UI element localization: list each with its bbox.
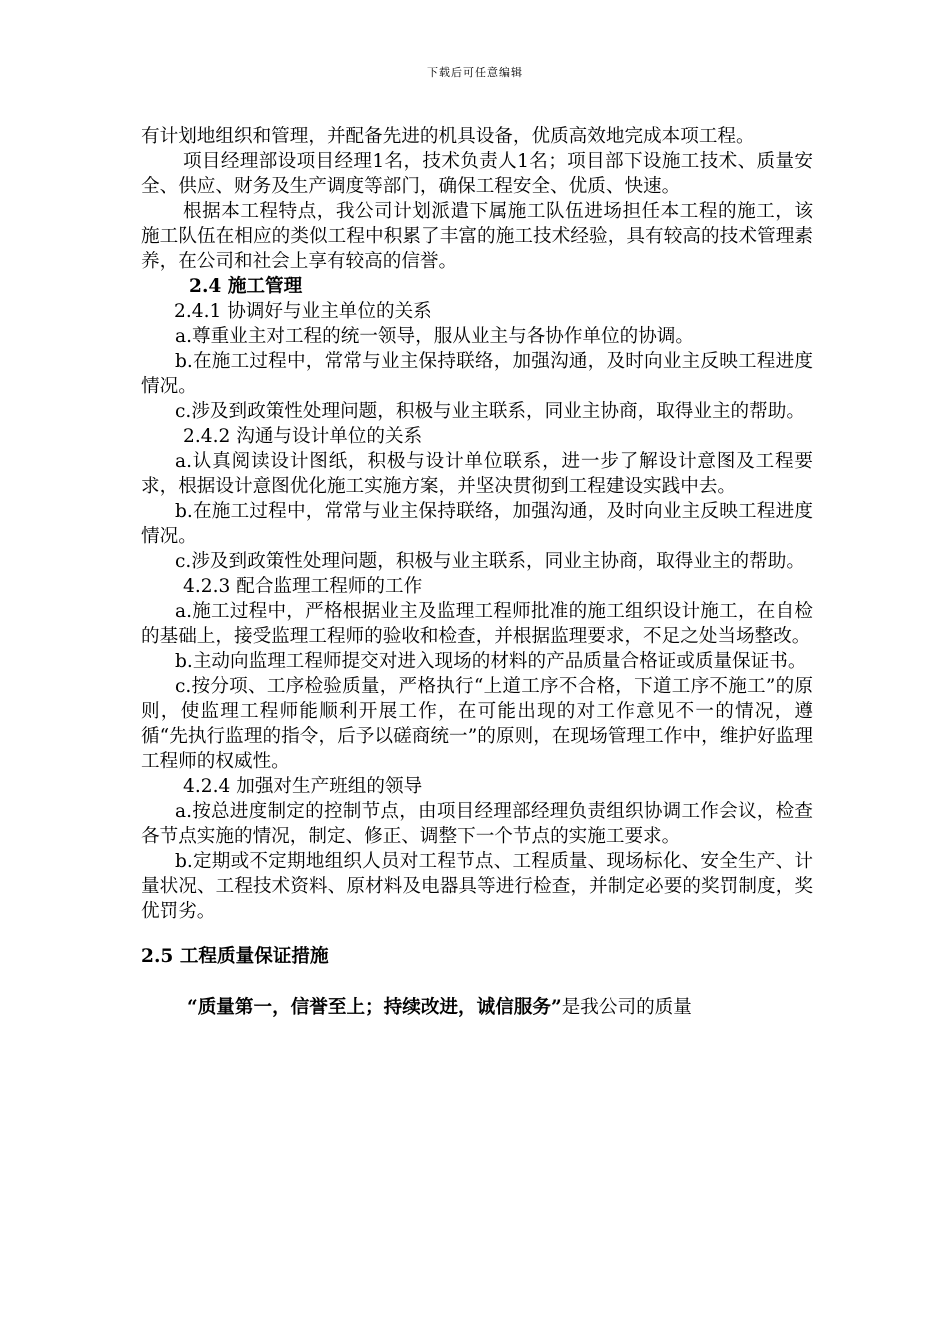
quality-policy-paragraph	[141, 995, 813, 1020]
item-4-2-3-b: b.主动向监理工程师提交对进入现场的材料的产品质量合格证或质量保证书。	[175, 651, 807, 672]
subsection-title-2-4-2: 2.4.2 沟通与设计单位的关系	[183, 426, 423, 447]
item-2-4-2-c: c.涉及到政策性处理问题，积极与业主联系，同业主协商，取得业主的帮助。	[175, 551, 805, 572]
paragraph-project-department: 项目经理部设项目经理1名，技术负责人1名；项目部下设施工技术、质量安全、供应、财务及生产调度等部门，确保工程安全、优质、快速。	[141, 151, 813, 197]
quality-policy-slogan: “质量第一，信誉至上；持续改进，诚信服务”	[187, 997, 562, 1018]
item-2-4-1-b: b.在施工过程中，常常与业主保持联络，加强沟通，及时向业主反映工程进度情况。	[141, 351, 813, 397]
item-2-4-2-a: a.认真阅读设计图纸，积极与设计单位联系，进一步了解设计意图及工程要求，根据设计意图优化施工实施方案，并坚决贯彻到工程建设实践中去。	[141, 451, 813, 497]
page-header: 下载后可任意编辑	[427, 66, 523, 79]
subsection-title-2-4-1: 2.4.1 协调好与业主单位的关系	[174, 301, 432, 322]
item-4-2-3-c: c.按分项、工序检验质量，严格执行“上道工序不合格，下道工序不施工”的原则，使监理工程师能顺利开展工作，在可能出现的对工作意见不一的情况，遵循“先执行监理的指令，后予以磋商统一”的原则，在现场管理工作中，维护好监理工程师的权威性。	[141, 676, 813, 772]
quality-policy-text: 是我公司的质量	[561, 997, 692, 1018]
item-2-4-2-b: b.在施工过程中，常常与业主保持联络，加强沟通，及时向业主反映工程进度情况。	[141, 501, 813, 547]
paragraph-construction-team: 根据本工程特点，我公司计划派遣下属施工队伍进场担任本工程的施工，该施工队伍在相应的类似工程中积累了丰富的施工技术经验，具有较高的技术管理素养，在公司和社会上享有较高的信誉。	[141, 201, 813, 272]
subsection-title-4-2-3: 4.2.3 配合监理工程师的工作	[183, 576, 423, 597]
item-4-2-3-a: a.施工过程中，严格根据业主及监理工程师批准的施工组织设计施工，在自检的基础上，接受监理工程师的验收和检查，并根据监理要求，不足之处当场整改。	[141, 601, 813, 647]
document-body	[141, 124, 813, 1020]
item-2-4-1-a: a.尊重业主对工程的统一领导，服从业主与各协作单位的协调。	[175, 326, 695, 347]
section-heading-2-5: 2.5 工程质量保证措施	[141, 946, 329, 967]
item-4-2-4-b: b.定期或不定期地组织人员对工程节点、工程质量、现场标化、安全生产、计量状况、工程技术资料、原材料及电器具等进行检查，并制定必要的奖罚制度，奖优罚劣。	[141, 851, 813, 922]
item-4-2-4-a: a.按总进度制定的控制节点，由项目经理部经理负责组织协调工作会议，检查各节点实施的情况，制定、修正、调整下一个节点的实施工要求。	[141, 801, 813, 847]
section-heading-2-4: 2.4 施工管理	[189, 276, 303, 297]
paragraph-intro: 有计划地组织和管理，并配备先进的机具设备，优质高效地完成本项工程。	[141, 126, 755, 147]
item-2-4-1-c: c.涉及到政策性处理问题，积极与业主联系，同业主协商，取得业主的帮助。	[175, 401, 805, 422]
subsection-title-4-2-4: 4.2.4 加强对生产班组的领导	[183, 776, 423, 797]
